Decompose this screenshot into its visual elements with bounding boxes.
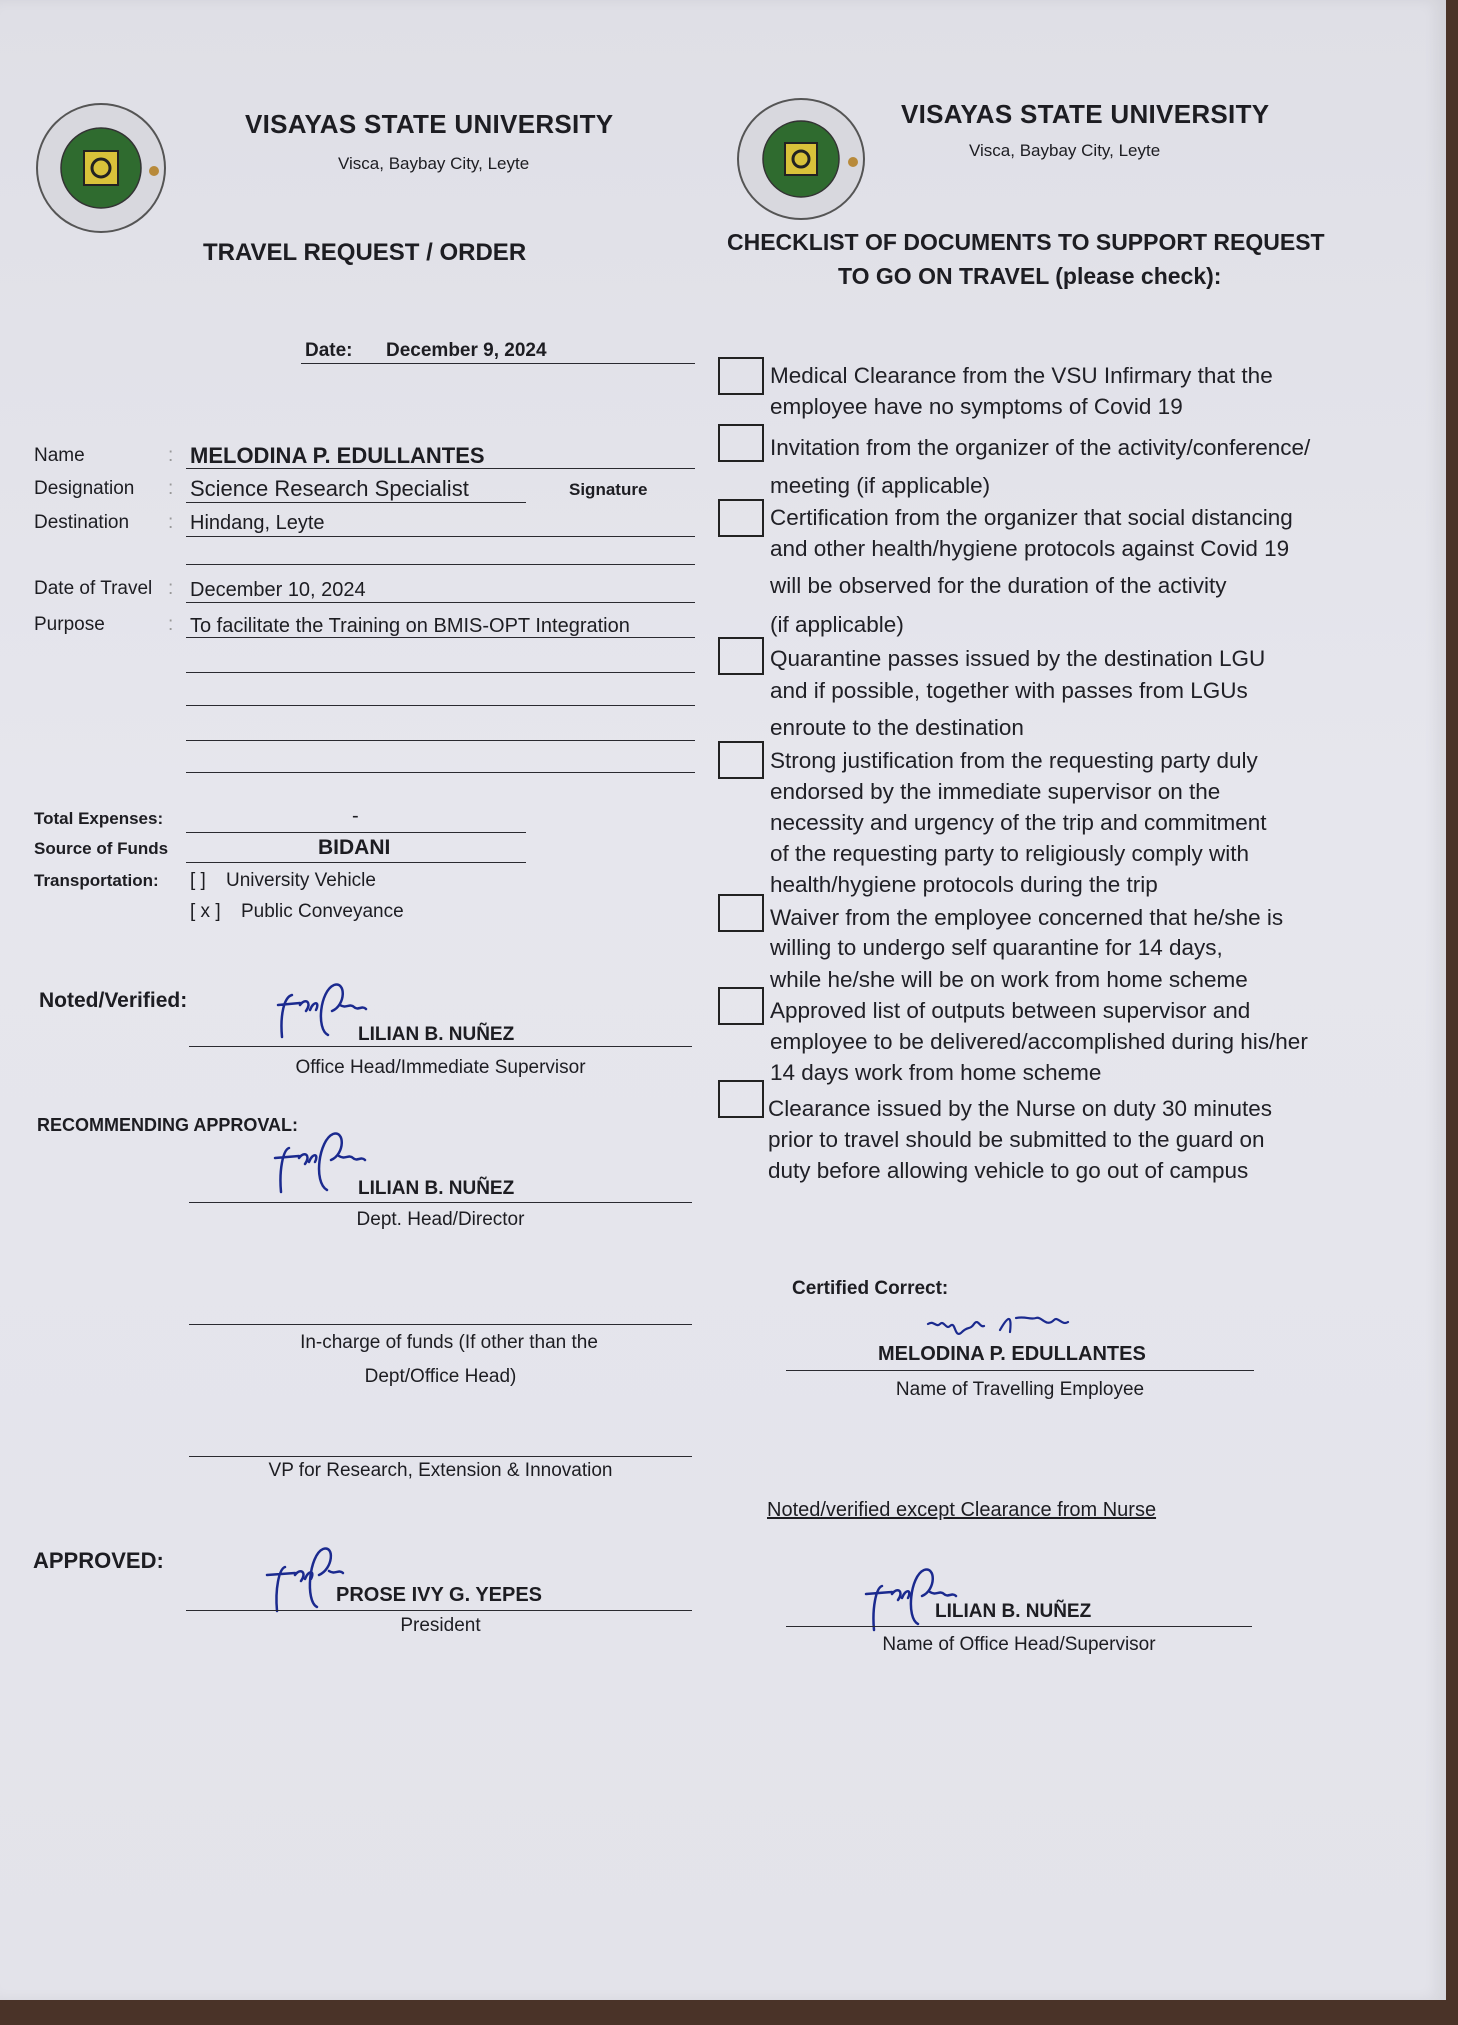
signature-label: Signature xyxy=(569,480,648,499)
certified-signature-line xyxy=(786,1370,1254,1371)
purpose-value: To facilitate the Training on BMIS-OPT Integration xyxy=(190,615,630,637)
checklist-item-8-line1: Clearance issued by the Nurse on duty 30 minutes xyxy=(768,1096,1273,1121)
name-label: Name xyxy=(34,445,85,466)
source-of-funds-label: Source of Funds xyxy=(34,839,169,858)
supervisor-name: LILIAN B. NUÑEZ xyxy=(935,1601,1092,1622)
certified-correct-label: Certified Correct: xyxy=(792,1278,949,1299)
checklist-title-line1: CHECKLIST OF DOCUMENTS TO SUPPORT REQUEST xyxy=(727,229,1325,255)
purpose-underline-4 xyxy=(186,740,695,741)
date-underline xyxy=(301,363,695,364)
transport-public-conveyance-checkbox[interactable]: [ x ] xyxy=(190,901,221,922)
checklist-item-2-line2: meeting (if applicable) xyxy=(770,473,991,498)
approved-name: PROSE IVY G. YEPES xyxy=(336,1584,543,1606)
purpose-underline-3 xyxy=(186,705,695,706)
checklist-checkbox-1[interactable] xyxy=(718,357,764,395)
recommending-name: LILIAN B. NUÑEZ xyxy=(358,1178,515,1199)
transport-university-vehicle-label: University Vehicle xyxy=(226,870,376,891)
certified-name: MELODINA P. EDULLANTES xyxy=(878,1343,1146,1365)
university-name-left: VISAYAS STATE UNIVERSITY xyxy=(245,109,614,139)
vp-signature-line xyxy=(189,1456,692,1457)
checklist-item-5-line4: of the requesting party to religiously comply with xyxy=(770,841,1249,866)
checklist-item-7-line1: Approved list of outputs between supervisor and xyxy=(770,998,1251,1023)
noted-except-note: Noted/verified except Clearance from Nurse xyxy=(767,1499,1157,1521)
checklist-item-5-line2: endorsed by the immediate supervisor on the xyxy=(770,779,1221,804)
checklist-title-line2: TO GO ON TRAVEL (please check): xyxy=(838,263,1222,289)
checklist-item-3-line3: will be observed for the duration of the activity xyxy=(770,573,1227,598)
name-colon: : xyxy=(168,445,174,466)
checklist-checkbox-2[interactable] xyxy=(718,424,764,462)
transport-university-vehicle-checkbox[interactable]: [ ] xyxy=(190,870,206,891)
purpose-underline xyxy=(186,637,695,638)
purpose-underline-5 xyxy=(186,772,695,773)
destination-underline-2 xyxy=(186,564,695,565)
university-address-left: Visca, Baybay City, Leyte xyxy=(338,154,530,173)
approved-signature-line xyxy=(186,1610,692,1611)
purpose-label: Purpose xyxy=(34,614,105,635)
checklist-checkbox-5[interactable] xyxy=(718,741,764,779)
checklist-item-7-line2: employee to be delivered/accomplished during his/her xyxy=(770,1029,1308,1054)
approved-caption: President xyxy=(400,1615,481,1636)
supervisor-signature-line xyxy=(786,1626,1252,1627)
date-of-travel-underline xyxy=(186,602,695,603)
checklist-item-3-line4: (if applicable) xyxy=(770,612,904,637)
source-of-funds-underline xyxy=(186,862,526,863)
certified-caption: Name of Travelling Employee xyxy=(895,1379,1145,1400)
checklist-item-3-line2: and other health/hygiene protocols against Covid 19 xyxy=(770,536,1290,561)
checklist-item-5-line3: necessity and urgency of the trip and commitment xyxy=(770,810,1267,835)
vp-caption: VP for Research, Extension & Innovation xyxy=(268,1460,613,1481)
checklist-checkbox-4[interactable] xyxy=(718,637,764,675)
noted-caption: Office Head/Immediate Supervisor xyxy=(295,1057,586,1078)
checklist-item-7-line3: 14 days work from home scheme xyxy=(770,1060,1102,1085)
checklist-item-4-line3: enroute to the destination xyxy=(770,715,1024,740)
checklist-item-8-line3: duty before allowing vehicle to go out of campus xyxy=(768,1158,1249,1183)
designation-value: Science Research Specialist xyxy=(190,476,469,501)
designation-underline xyxy=(186,502,526,503)
noted-name: LILIAN B. NUÑEZ xyxy=(358,1024,515,1045)
date-label: Date: xyxy=(305,340,353,361)
form-title: TRAVEL REQUEST / ORDER xyxy=(203,239,527,266)
date-of-travel-value: December 10, 2024 xyxy=(190,579,366,601)
checklist-item-2-line1: Invitation from the organizer of the activity/conference/ xyxy=(770,435,1311,460)
total-expenses-underline xyxy=(186,832,526,833)
funds-caption-line2: Dept/Office Head) xyxy=(364,1366,517,1387)
name-underline xyxy=(186,468,695,469)
date-of-travel-label: Date of Travel xyxy=(34,578,153,599)
recommending-signature-line xyxy=(189,1202,692,1203)
checklist-checkbox-7[interactable] xyxy=(718,987,764,1025)
university-seal-left xyxy=(34,101,168,235)
checklist-item-6-line1: Waiver from the employee concerned that he/she is xyxy=(770,905,1284,930)
university-seal-right xyxy=(735,96,867,222)
checklist-item-6-line3: while he/she will be on work from home scheme xyxy=(770,967,1248,992)
checklist-item-6-line2: willing to undergo self quarantine for 14 days, xyxy=(770,935,1223,960)
noted-signature-line xyxy=(189,1046,692,1047)
funds-caption-line1: In-charge of funds (If other than the xyxy=(300,1332,598,1353)
checklist-item-1-line1: Medical Clearance from the VSU Infirmary that the xyxy=(770,363,1273,388)
destination-underline xyxy=(186,536,695,537)
checklist-item-4-line2: and if possible, together with passes from LGUs xyxy=(770,678,1248,703)
recommending-caption: Dept. Head/Director xyxy=(356,1209,525,1230)
designation-label: Designation xyxy=(34,478,135,499)
total-expenses-value: - xyxy=(352,805,359,827)
purpose-colon: : xyxy=(168,614,174,635)
checklist-item-8-line2: prior to travel should be submitted to the guard on xyxy=(768,1127,1265,1152)
checklist-item-5-line1: Strong justification from the requesting party duly xyxy=(770,748,1258,773)
checklist-checkbox-8[interactable] xyxy=(718,1080,764,1118)
recommending-approval-label: RECOMMENDING APPROVAL: xyxy=(37,1115,298,1135)
total-expenses-label: Total Expenses: xyxy=(34,809,164,828)
name-value: MELODINA P. EDULLANTES xyxy=(190,443,485,468)
purpose-underline-2 xyxy=(186,672,695,673)
destination-value: Hindang, Leyte xyxy=(190,512,325,534)
transport-public-conveyance-label: Public Conveyance xyxy=(241,901,404,922)
supervisor-caption: Name of Office Head/Supervisor xyxy=(882,1634,1156,1655)
noted-verified-label: Noted/Verified: xyxy=(39,989,188,1012)
checklist-item-3-line1: Certification from the organizer that social distancing xyxy=(770,505,1293,530)
checklist-item-5-line5: health/hygiene protocols during the trip xyxy=(770,872,1158,897)
date-value: December 9, 2024 xyxy=(386,340,547,361)
university-name-right: VISAYAS STATE UNIVERSITY xyxy=(901,99,1270,129)
university-address-right: Visca, Baybay City, Leyte xyxy=(969,141,1161,160)
approved-label: APPROVED: xyxy=(33,1548,164,1573)
checklist-item-4-line1: Quarantine passes issued by the destination LGU xyxy=(770,646,1266,671)
checklist-checkbox-3[interactable] xyxy=(718,499,764,537)
destination-colon: : xyxy=(168,512,174,533)
checklist-item-1-line2: employee have no symptoms of Covid 19 xyxy=(770,394,1183,419)
source-of-funds-value: BIDANI xyxy=(318,836,391,859)
date-of-travel-colon: : xyxy=(168,578,174,599)
funds-signature-line xyxy=(189,1324,692,1325)
transportation-label: Transportation: xyxy=(34,871,159,890)
checklist-checkbox-6[interactable] xyxy=(718,894,764,932)
designation-colon: : xyxy=(168,478,174,499)
destination-label: Destination xyxy=(34,512,130,533)
